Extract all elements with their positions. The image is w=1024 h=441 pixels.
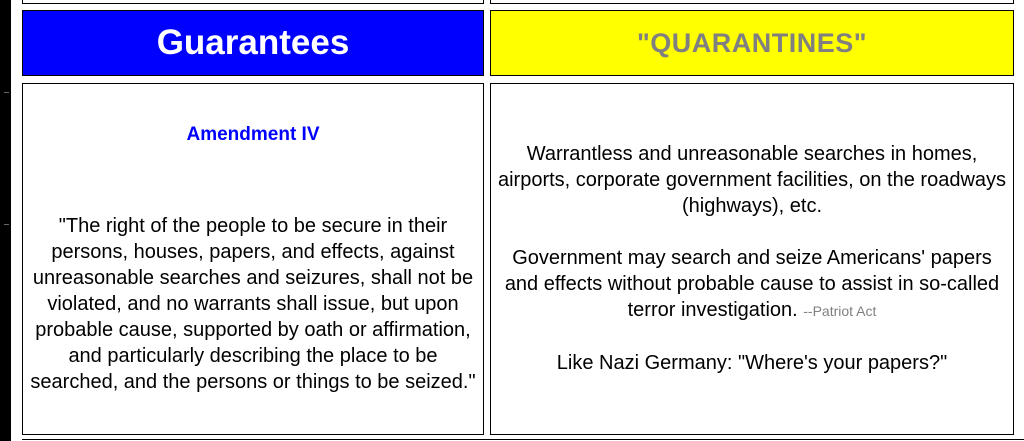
amendment-title: Amendment IV <box>186 124 320 145</box>
patriot-act-citation: --Patriot Act <box>803 303 877 319</box>
left-margin <box>11 0 21 441</box>
next-row-border <box>22 439 1024 440</box>
margin-tick <box>4 92 9 93</box>
nazi-germany-text: Like Nazi Germany: "Where's your papers?" <box>556 352 948 374</box>
previous-row-cell-right <box>490 0 1014 4</box>
warrantless-searches-text: Warrantless and unreasonable searches in homes, airports, corporate government facilities, on the roadways (highways), etc. <box>497 143 1007 217</box>
left-page-border <box>0 0 11 441</box>
quarantines-header-label: "QUARANTINES" <box>636 27 868 58</box>
patriot-act-paragraph <box>497 245 1007 324</box>
guarantees-cell <box>22 83 484 435</box>
guarantees-header-label: Guarantees <box>156 23 350 62</box>
patriot-act-text: Government may search and seize Americans' papers and effects without probable cause to assist in so-called terror investigation. <box>504 247 1000 321</box>
quarantines-cell <box>490 83 1014 435</box>
quarantines-content <box>497 141 1007 376</box>
guarantees-header <box>22 10 484 76</box>
previous-row-cell-left <box>22 0 484 4</box>
amendment-quote: "The right of the people to be secure in their persons, houses, papers, and effects, against unreasonable searches and seizures, shall not be violated, and no warrants shall issue, but upon probable cause, supported by oath or affirmation, and particularly describing the place to be searched, and the persons or things to be seized." <box>30 215 476 393</box>
quarantines-header <box>490 10 1014 76</box>
margin-tick <box>4 224 9 225</box>
